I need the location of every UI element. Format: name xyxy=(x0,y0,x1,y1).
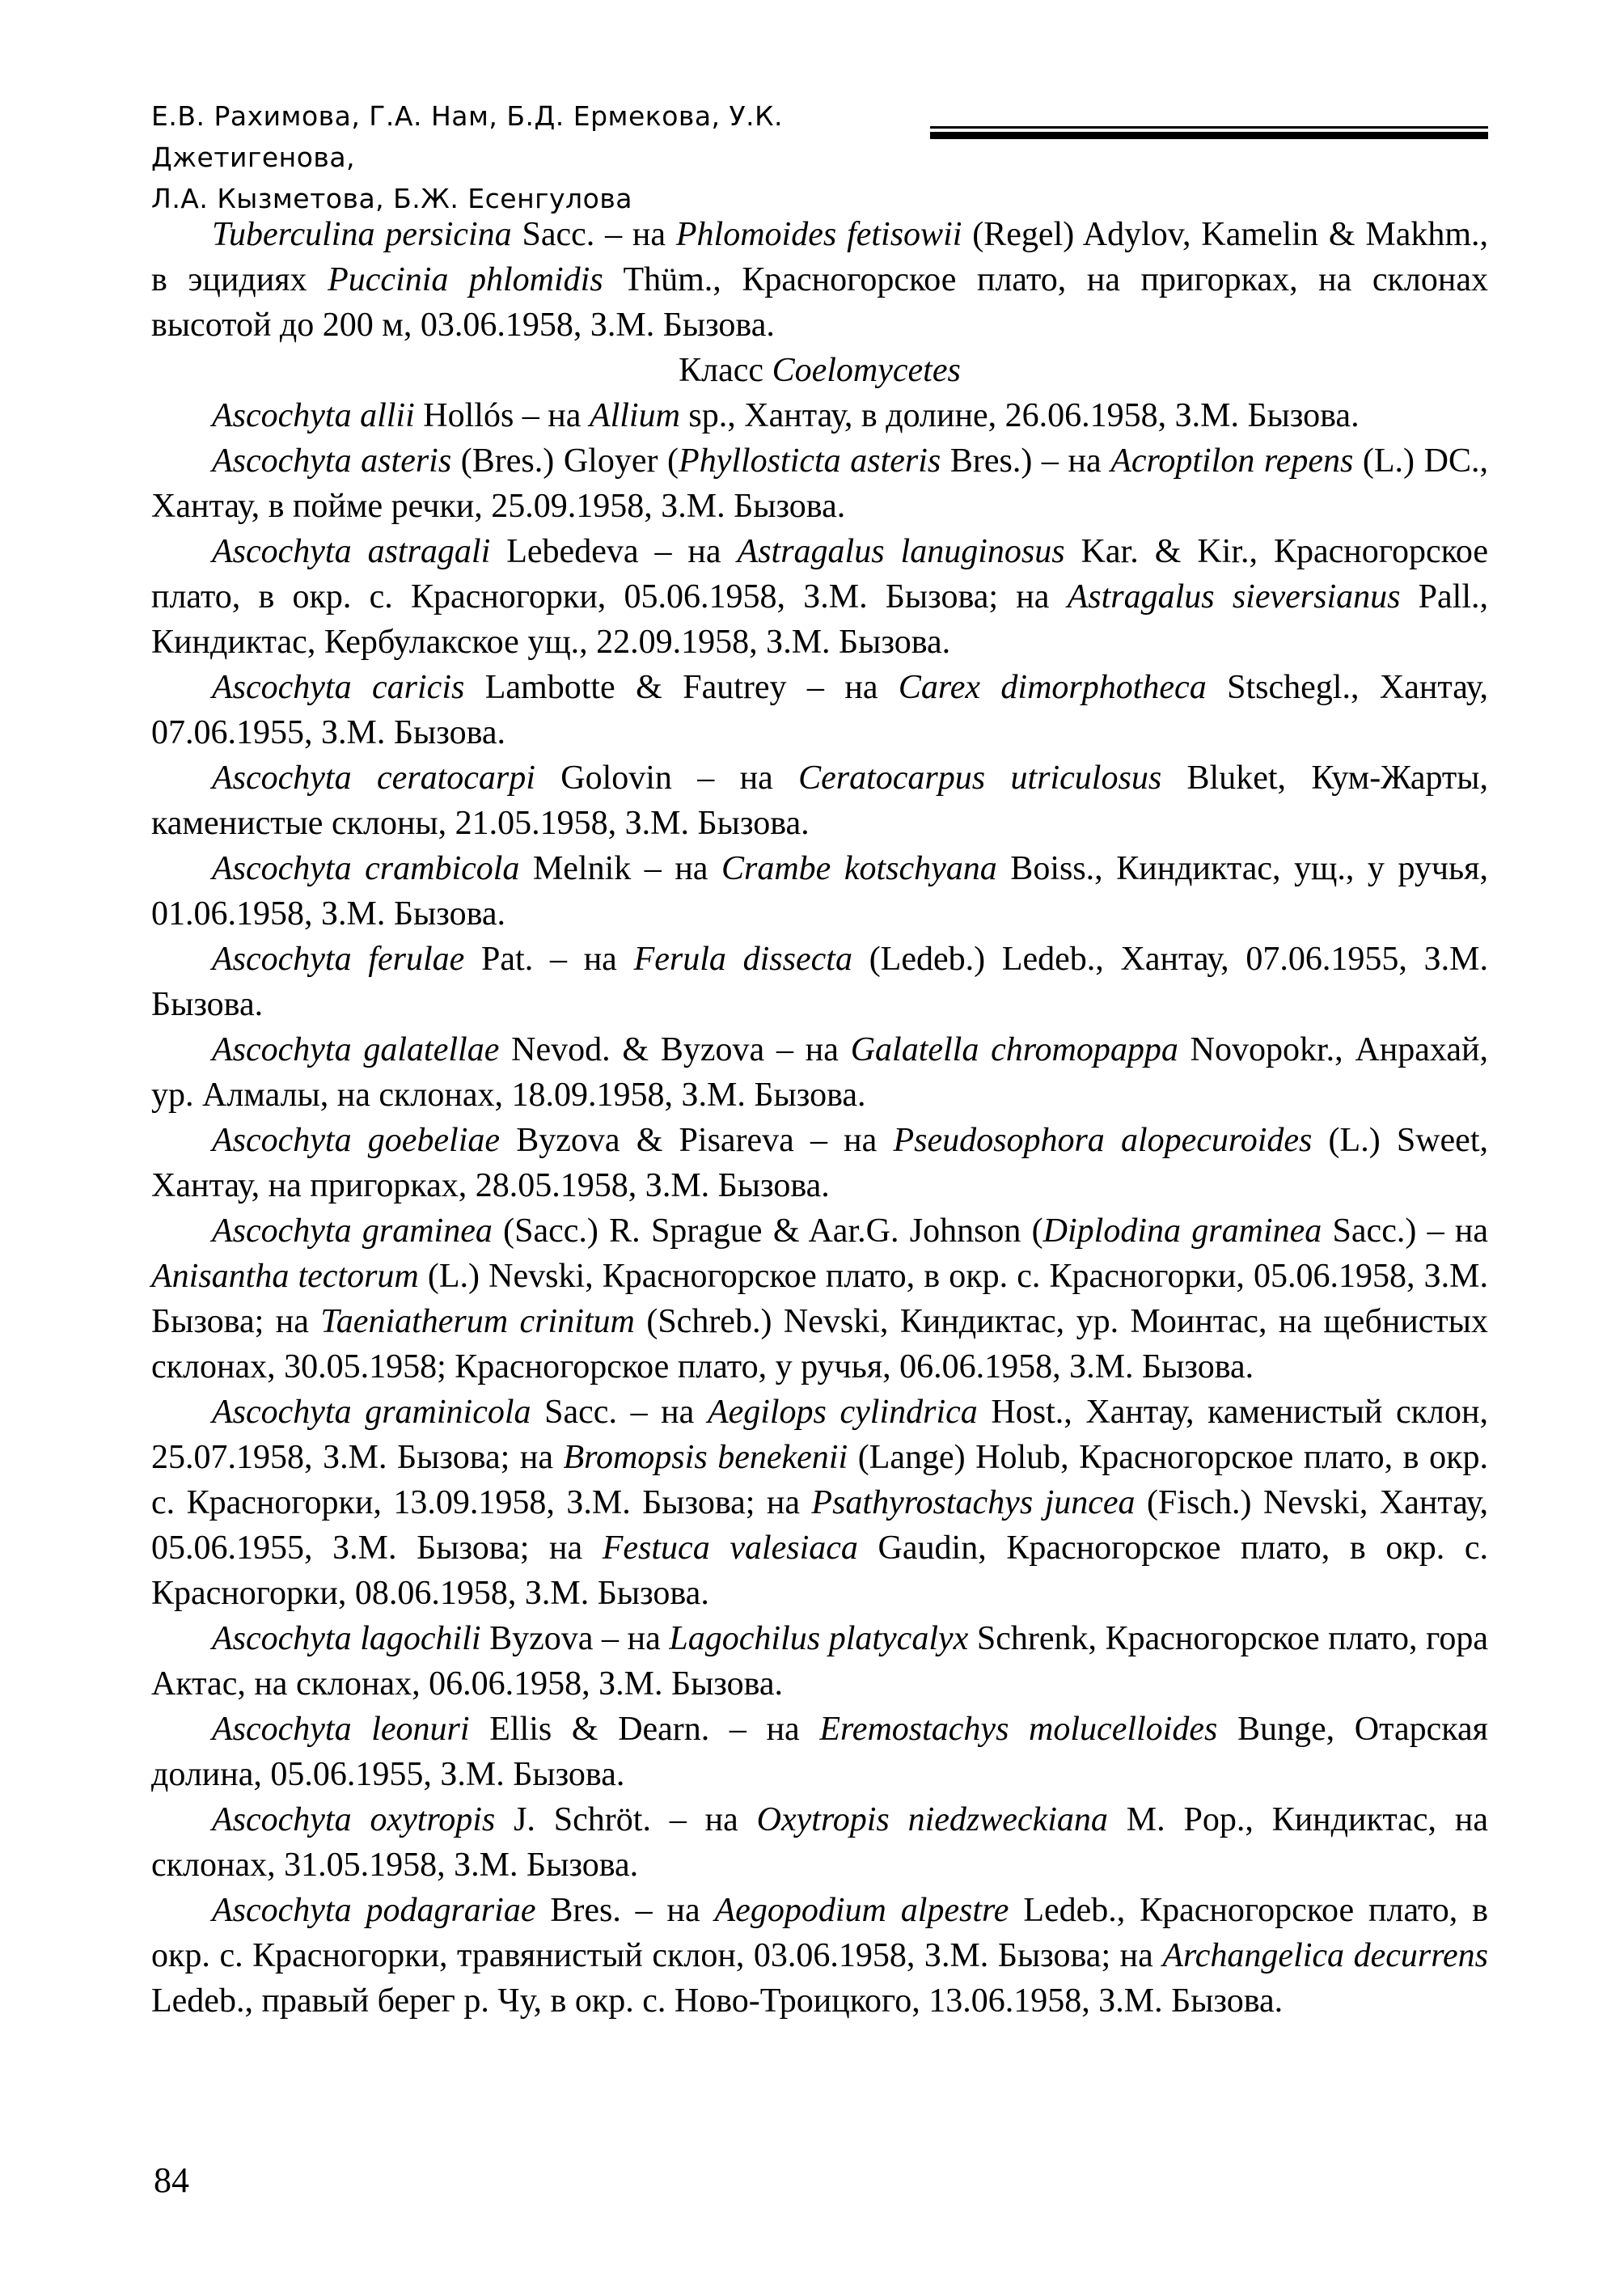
latin-name: Archangelica decurrens xyxy=(1162,1937,1488,1974)
latin-name: Allium xyxy=(589,397,680,434)
entry-text: (L.) Nevski, Красногорское плато, в окр. с. Красногорки, 05.06.1958, З.М. Бызова; на xyxy=(151,1258,1489,1340)
latin-name: Coelomycetes xyxy=(772,352,961,389)
latin-name: Astragalus sieversianus xyxy=(1067,578,1401,616)
entry-text: (Ledeb.) Ledeb., Хантау, 07.06.1955, З.М. Бызова. xyxy=(151,941,1489,1023)
header-rule xyxy=(930,126,1488,139)
latin-name: Taeniatherum crinitum xyxy=(320,1303,635,1340)
entry-text: Thüm., Красногорское плато, на пригорках, на склонах высотой до 200 м, 03.06.1958, З.М. Бызова. xyxy=(151,261,1488,344)
entry-text: Nevod. & Byzova – на xyxy=(499,1031,851,1068)
latin-name: Lagochilus platycalyx xyxy=(669,1620,969,1657)
species-entry xyxy=(151,212,1488,348)
entry-text: Класс xyxy=(679,352,772,389)
authors-block xyxy=(151,95,879,219)
latin-name: Acroptilon repens xyxy=(1110,442,1354,480)
species-entry xyxy=(151,1888,1488,2024)
latin-name: Puccinia phlomidis xyxy=(328,261,603,298)
species-entry xyxy=(151,529,1488,665)
entry-text: Sacc. – на xyxy=(511,216,676,253)
class-heading xyxy=(151,348,1488,393)
entry-text: sp., Хантау, в долине, 26.06.1958, З.М. Бызова. xyxy=(679,397,1360,434)
authors-line-1: Е.В. Рахимова, Г.А. Нам, Б.Д. Ермекова, У.К. Джетигенова, xyxy=(151,100,784,173)
entry-text: (Fisch.) Nevski, Хантау, 05.06.1955, З.М. Бызова; на xyxy=(151,1484,1488,1567)
species-entry xyxy=(151,755,1488,846)
latin-name: Tuberculina persicina xyxy=(212,216,512,253)
entry-text: M. Pop., Киндиктас, на склонах, 31.05.1958, З.М. Бызова. xyxy=(151,1801,1488,1884)
species-entry xyxy=(151,1208,1488,1390)
entry-text: Ledeb., Красногорское плато, в окр. с. Красногорки, травянистый склон, 03.06.1958, З.М. Бызова; на xyxy=(151,1892,1488,1974)
species-entry xyxy=(151,393,1488,438)
species-entry xyxy=(151,1616,1488,1707)
latin-name: Ascochyta galatellae xyxy=(212,1031,500,1068)
species-entry xyxy=(151,846,1488,937)
entry-text: (L.) Sweet, Хантау, на пригорках, 28.05.1958, З.М. Бызова. xyxy=(151,1122,1488,1204)
entry-text: Melnik – на xyxy=(519,850,721,887)
entry-text: Lambotte & Fautrey – на xyxy=(464,669,899,706)
entry-text: Host., Хантау, каменистый склон, 25.07.1958, З.М. Бызова; на xyxy=(151,1394,1488,1476)
latin-name: Ascochyta lagochili xyxy=(212,1620,481,1657)
entry-text: Hollós – на xyxy=(414,397,590,434)
entry-text: Byzova & Pisareva – на xyxy=(500,1122,894,1159)
species-entry xyxy=(151,1027,1488,1118)
entry-text: (Schreb.) Nevski, Киндиктас, ур. Моинтас, на щебнистых склонах, 30.05.1958; Красногорское плато, у ручья, 06.06.1958, З.М. Бызова. xyxy=(151,1303,1488,1386)
latin-name: Ascochyta leonuri xyxy=(212,1711,470,1748)
entry-text: Golovin – на xyxy=(535,759,799,797)
entry-text: (Lange) Holub, Красногорское плато, в окр. с. Красногорки, 13.09.1958, З.М. Бызова; на xyxy=(151,1439,1488,1521)
latin-name: Diplodina graminea xyxy=(1042,1212,1322,1250)
latin-name: Galatella chromopappa xyxy=(850,1031,1178,1068)
entry-text: (L.) DC., Хантау, в пойме речки, 25.09.1958, З.М. Бызова. xyxy=(151,442,1488,525)
entry-text: Sacc.) – на xyxy=(1322,1212,1488,1250)
latin-name: Carex dimorphotheca xyxy=(898,669,1207,706)
latin-name: Ascochyta oxytropis xyxy=(212,1801,496,1838)
latin-name: Ascochyta podagrariae xyxy=(212,1892,536,1929)
entry-text: Novopokr., Анрахай, ур. Алмалы, на склонах, 18.09.1958, З.М. Бызова. xyxy=(151,1031,1488,1114)
page-number: 84 xyxy=(154,2160,189,2200)
latin-name: Ceratocarpus utriculosus xyxy=(798,759,1162,797)
entry-text: Ellis & Dearn. – на xyxy=(469,1711,820,1748)
entry-text: Sacc. – на xyxy=(531,1394,708,1431)
latin-name: Psathyrostachys juncea xyxy=(811,1484,1136,1521)
entry-text: (Bres.) Gloyer ( xyxy=(451,442,679,480)
latin-name: Pseudosophora alopecuroides xyxy=(893,1122,1313,1159)
latin-name: Ascochyta astragali xyxy=(212,533,491,570)
entry-text: (Regel) Adylov, Kamelin & Makhm., в эцидиях xyxy=(151,216,1489,298)
latin-name: Anisantha tectorum xyxy=(151,1258,419,1295)
species-entry xyxy=(151,1390,1488,1616)
latin-name: Aegilops cylindrica xyxy=(707,1394,978,1431)
latin-name: Ascochyta asteris xyxy=(212,442,452,480)
entry-text: Byzova – на xyxy=(480,1620,670,1657)
entry-text: (Sacc.) R. Sprague & Aar.G. Johnson ( xyxy=(492,1212,1043,1250)
latin-name: Ferula dissecta xyxy=(633,941,852,978)
species-entry xyxy=(151,438,1488,529)
latin-name: Ascochyta graminicola xyxy=(212,1394,531,1431)
latin-name: Astragalus lanuginosus xyxy=(737,533,1065,570)
species-entry xyxy=(151,1707,1488,1797)
entry-text: Ledeb., правый берег р. Чу, в окр. с. Ново-Троицкого, 13.06.1958, З.М. Бызова. xyxy=(151,1982,1284,2020)
latin-name: Bromopsis benekenii xyxy=(563,1439,848,1476)
header-rule-thick-line xyxy=(930,132,1488,139)
entry-text: Bluket, Кум-Жарты, каменистые склоны, 21.05.1958, З.М. Бызова. xyxy=(151,759,1488,842)
species-entry xyxy=(151,1118,1488,1208)
entry-text: Bunge, Отарская долина, 05.06.1955, З.М. Бызова. xyxy=(151,1711,1489,1793)
entry-text: Pat. – на xyxy=(464,941,634,978)
latin-name: Ascochyta caricis xyxy=(212,669,465,706)
entry-text: Bres. – на xyxy=(535,1892,715,1929)
latin-name: Ascochyta graminea xyxy=(212,1212,493,1250)
entry-text: Lebedeva – на xyxy=(490,533,738,570)
latin-name: Phyllosticta asteris xyxy=(679,442,941,480)
entry-text: Stschegl., Хантау, 07.06.1955, З.М. Бызова. xyxy=(151,669,1488,751)
entry-text: Schrenk, Красногорское плато, гора Актас, на склонах, 06.06.1958, З.М. Бызова. xyxy=(151,1620,1488,1703)
latin-name: Ascochyta allii xyxy=(212,397,415,434)
latin-name: Oxytropis niedzweckiana xyxy=(756,1801,1108,1838)
species-entry xyxy=(151,937,1488,1027)
latin-name: Eremostachys molucelloides xyxy=(819,1711,1218,1748)
entry-text: Bres.) – на xyxy=(941,442,1111,480)
species-entry xyxy=(151,665,1488,755)
authors-line-2: Л.А. Кызметова, Б.Ж. Есенгулова xyxy=(151,183,632,214)
entry-text: Kar. & Kir., Красногорское плато, в окр. с. Красногорки, 05.06.1958, З.М. Бызова; на xyxy=(151,533,1489,616)
entry-text: Gaudin, Красногорское плато, в окр. с. Красногорки, 08.06.1958, З.М. Бызова. xyxy=(151,1529,1488,1612)
entry-text: Pall., Киндиктас, Кербулакское ущ., 22.09.1958, З.М. Бызова. xyxy=(151,578,1489,661)
latin-name: Ascochyta goebeliae xyxy=(212,1122,501,1159)
text-body xyxy=(151,212,1488,2024)
species-entry xyxy=(151,1797,1488,1888)
latin-name: Ascochyta ceratocarpi xyxy=(212,759,535,797)
latin-name: Ascochyta ferulae xyxy=(212,941,465,978)
latin-name: Crambe kotschyana xyxy=(721,850,997,887)
latin-name: Ascochyta crambicola xyxy=(212,850,520,887)
entry-text: Boiss., Киндиктас, ущ., у ручья, 01.06.1958, З.М. Бызова. xyxy=(151,850,1488,933)
latin-name: Festuca valesiaca xyxy=(602,1529,858,1567)
latin-name: Phlomoides fetisowii xyxy=(675,216,962,253)
entry-text: J. Schröt. – на xyxy=(495,1801,757,1838)
latin-name: Aegopodium alpestre xyxy=(714,1892,1009,1929)
